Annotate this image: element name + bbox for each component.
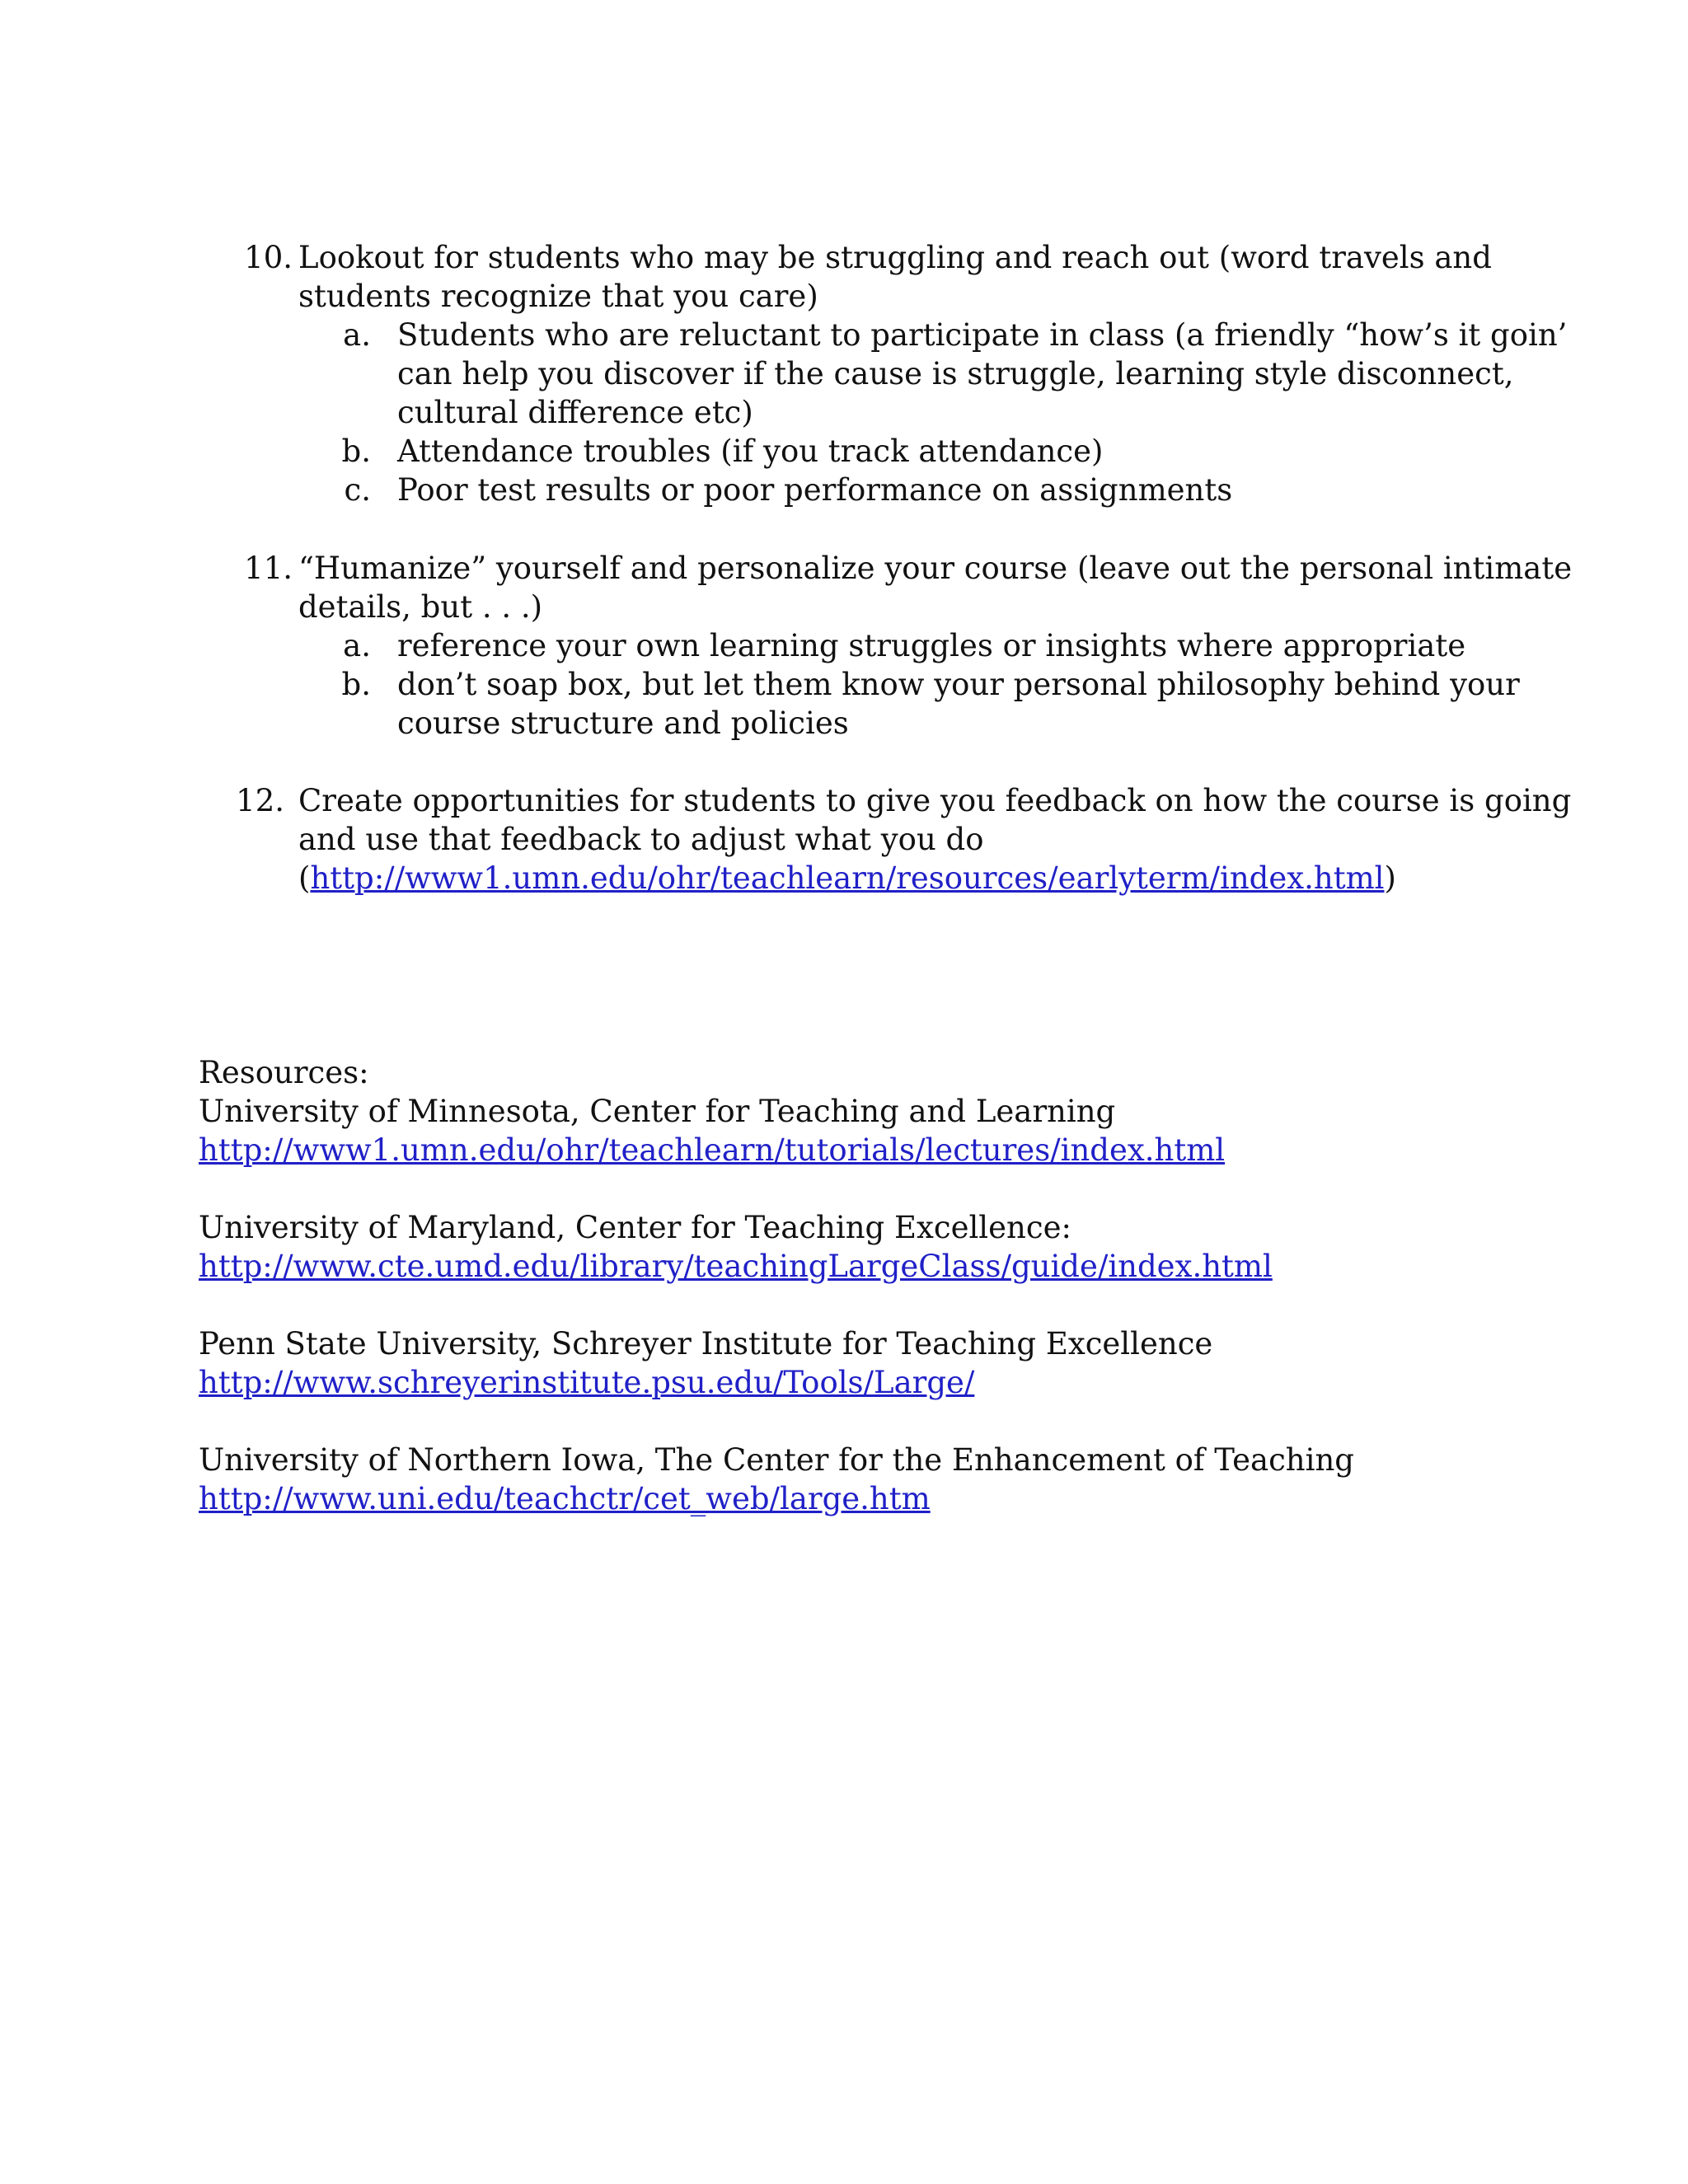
subitem-marker-11a: a.: [343, 628, 371, 663]
item-12-link-line: [298, 859, 1396, 898]
item-10c-line-1: Poor test results or poor performance on assignments: [397, 472, 1233, 508]
link-close-paren: ): [1384, 860, 1396, 896]
minnesota-link[interactable]: http://www1.umn.edu/ohr/teachlearn/tutorials/lectures/index.html: [199, 1132, 1226, 1168]
item-12-line-2: and use that feedback to adjust what you do: [298, 822, 984, 857]
item-11-line-2: details, but . . .): [298, 589, 543, 625]
list-number-10: 10.: [244, 240, 293, 275]
item-10b-line-1: Attendance troubles (if you track attendance): [397, 434, 1104, 469]
item-10-line-1: Lookout for students who may be struggling and reach out (word travels and: [298, 240, 1492, 275]
resource-name-northern-iowa: University of Northern Iowa, The Center for the Enhancement of Teaching: [199, 1442, 1354, 1478]
northern-iowa-link[interactable]: http://www.uni.edu/teachctr/cet_web/large.htm: [199, 1481, 931, 1516]
resource-name-penn-state: Penn State University, Schreyer Institute for Teaching Excellence: [199, 1326, 1213, 1361]
item-11b-line-2: course structure and policies: [397, 705, 849, 741]
earlyterm-feedback-link[interactable]: http://www1.umn.edu/ohr/teachlearn/resources/earlyterm/index.html: [310, 860, 1385, 896]
maryland-link[interactable]: http://www.cte.umd.edu/library/teachingLargeClass/guide/index.html: [199, 1249, 1273, 1284]
item-10a-line-1: Students who are reluctant to participate in class (a friendly “how’s it goin’: [397, 317, 1568, 353]
subitem-marker-11b: b.: [341, 667, 371, 702]
item-11a-line-1: reference your own learning struggles or insights where appropriate: [397, 628, 1466, 663]
list-number-11: 11.: [244, 551, 293, 586]
item-10a-line-3: cultural difference etc): [397, 395, 753, 430]
item-10-line-2: students recognize that you care): [298, 279, 818, 314]
subitem-marker-10b: b.: [341, 434, 371, 469]
link-open-paren: (: [298, 860, 311, 896]
item-10a-line-2: can help you discover if the cause is struggle, learning style disconnect,: [397, 356, 1514, 391]
resource-link-minnesota: [199, 1131, 1225, 1169]
subitem-marker-10c: c.: [344, 472, 371, 508]
resources-heading: Resources:: [199, 1055, 369, 1090]
resource-name-minnesota: University of Minnesota, Center for Teaching and Learning: [199, 1094, 1116, 1129]
penn-state-link[interactable]: http://www.schreyerinstitute.psu.edu/Tools/Large/: [199, 1365, 975, 1400]
resource-link-northern-iowa: [199, 1479, 931, 1518]
item-11b-line-1: don’t soap box, but let them know your personal philosophy behind your: [397, 667, 1520, 702]
list-number-12: 12.: [236, 783, 284, 818]
resource-name-maryland: University of Maryland, Center for Teaching Excellence:: [199, 1210, 1071, 1245]
item-12-line-1: Create opportunities for students to give you feedback on how the course is going: [298, 783, 1572, 818]
item-11-line-1: “Humanize” yourself and personalize your course (leave out the personal intimate: [298, 551, 1573, 586]
resource-link-penn-state: [199, 1363, 974, 1402]
resource-link-maryland: [199, 1247, 1273, 1286]
subitem-marker-10a: a.: [343, 317, 371, 353]
